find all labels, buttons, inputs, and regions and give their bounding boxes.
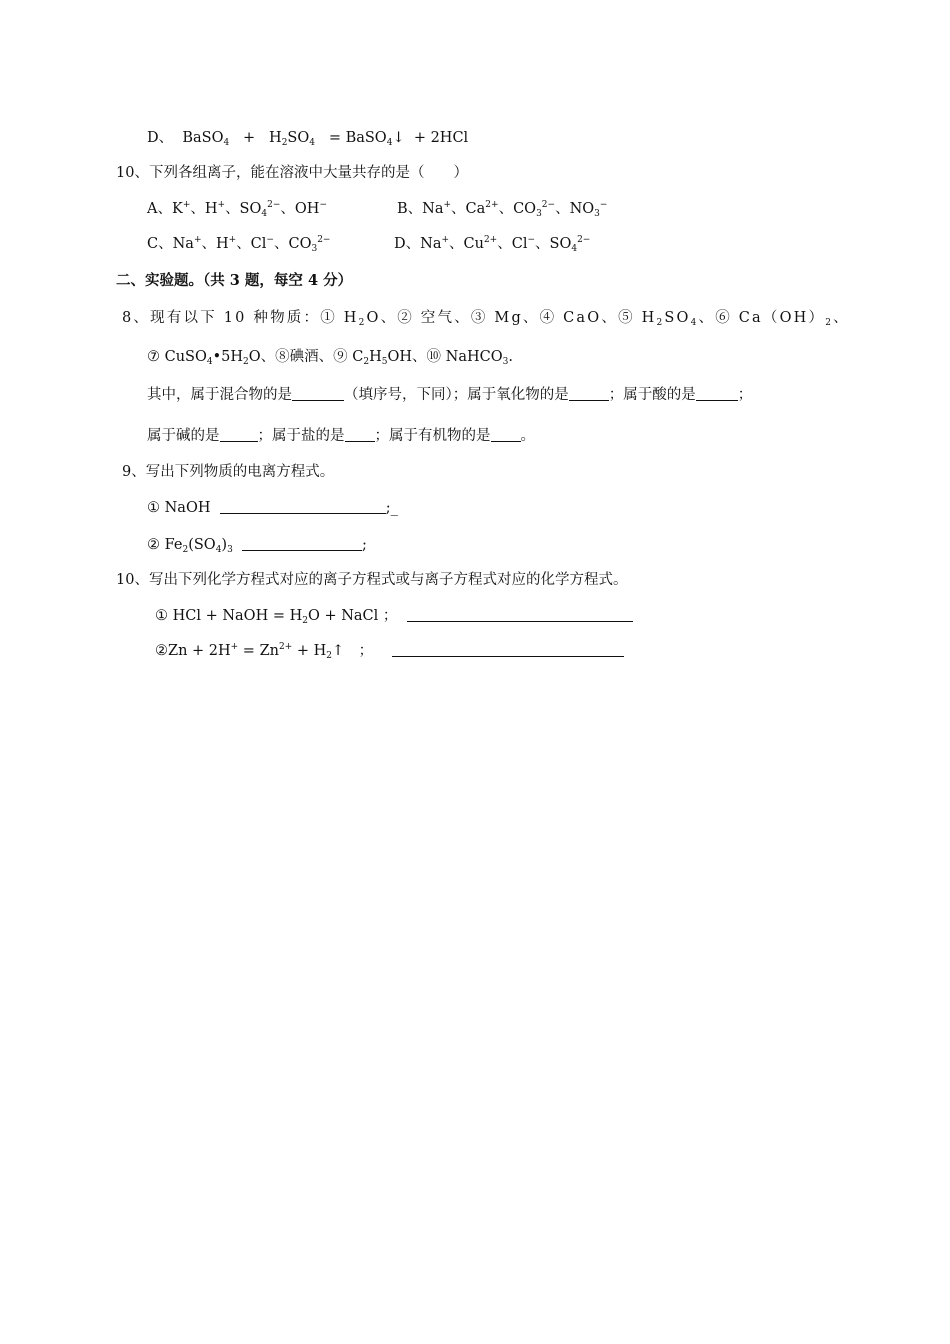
section-title: 二、实验题。（共 3 题，每空 4 分） — [116, 272, 353, 289]
question-10b-item2: ②Zn + $2H^+ = Zn^{2+}$ + $H_2↑$ ； — [155, 641, 624, 661]
option-a: A、K+、H+、$SO_4^{2-}$、OH− — [147, 200, 327, 219]
question-9-item2: ② $Fe_2(SO_4)_3$ ; — [147, 537, 367, 555]
answer-blank[interactable] — [569, 386, 609, 401]
answer-blank[interactable] — [696, 386, 738, 401]
question-10b-item1: ① HCl + NaOH = $H_2O$ + NaCl ； — [155, 606, 633, 626]
answer-blank[interactable] — [292, 386, 344, 401]
option-d: D、Na+、$Cu^{2+}$、Cl−、$SO_4^{2-}$ — [394, 235, 591, 254]
question-9-stem: 9、写出下列物质的电离方程式。 — [122, 464, 335, 480]
option-b: B、Na+、$Ca^{2+}$、$CO_3^{2-}$、$NO_3^-$ — [397, 200, 608, 219]
question-9-item1: ① NaOH ;_ — [147, 500, 398, 516]
answer-blank[interactable] — [220, 427, 258, 442]
option-d-equation: D、 BaSO$_4$ + $H_2SO_4$ = BaSO$_4$↓ + 2HCl — [147, 130, 469, 148]
answer-blank[interactable] — [220, 499, 386, 514]
answer-blank[interactable] — [491, 427, 521, 442]
answer-blank[interactable] — [242, 536, 362, 551]
question-8-line4: 属于碱的是 ；属于盐的是 ；属于有机物的是 。 — [147, 428, 535, 444]
down-arrow-icon: ↓ — [392, 130, 405, 146]
question-8-line3: 其中，属于混合物的是 （填序号，下同）；属于氧化物的是 ；属于酸的是 ； — [147, 387, 753, 403]
answer-blank[interactable] — [392, 642, 624, 657]
option-label: D、 — [147, 130, 174, 146]
answer-blank[interactable] — [345, 427, 375, 442]
question-10b-stem: 10、写出下列化学方程式对应的离子方程式或与离子方程式对应的化学方程式。 — [116, 572, 628, 588]
question-10-stem: 10、下列各组离子，能在溶液中大量共存的是（ ） — [116, 165, 468, 181]
answer-blank[interactable] — [407, 607, 633, 622]
question-8-line1: 8、现有以下 10 种物质：① $H_2O$、② 空气、③ Mg、④ CaO、⑤ $H_2SO_4$、⑥ $Ca(OH)_2$、 — [122, 310, 850, 328]
option-c: C、Na+、H+、Cl−、$CO_3^{2-}$ — [147, 235, 331, 254]
question-8-line2: ⑦ $CuSO_4•5H_2O$、⑧碘酒、⑨ $C_2H_5OH$、⑩ NaHCO$_3$. — [147, 349, 513, 367]
